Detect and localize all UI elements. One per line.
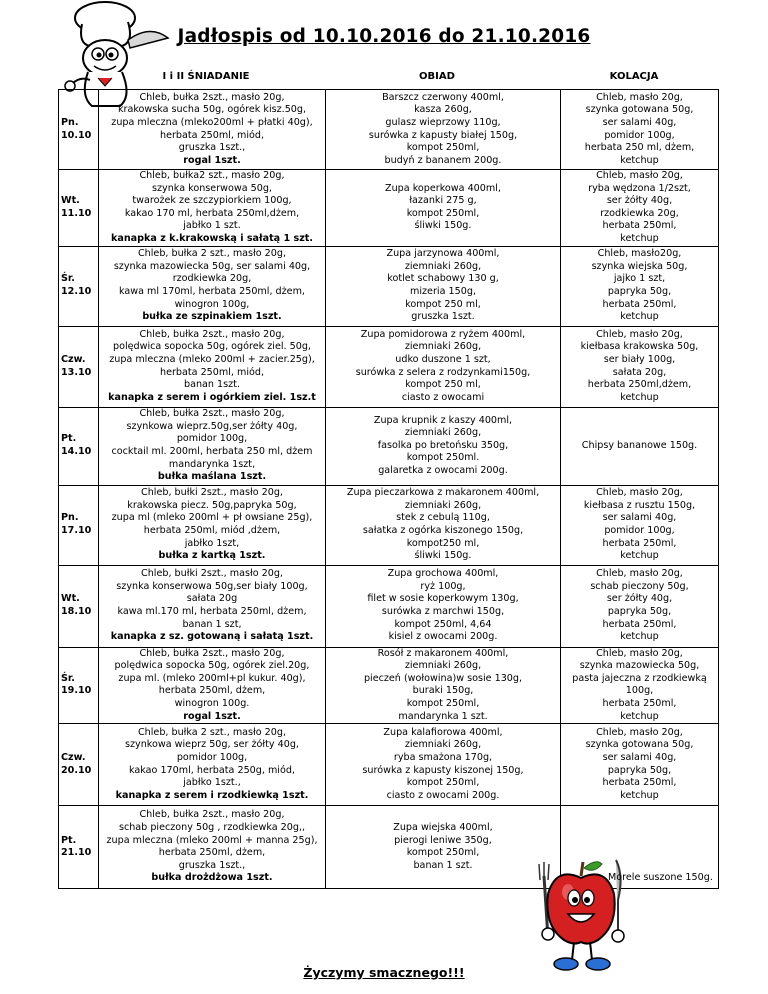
table-row: [59, 565, 719, 647]
dinner-line: ketchup: [620, 631, 659, 643]
dinner-line: szynka wiejska 50g,: [591, 260, 688, 272]
dinner-cell: [561, 90, 719, 170]
table-row: [59, 485, 719, 565]
dinner-line: pasta jajeczna z rzodkiewką 100g,: [572, 672, 707, 697]
table-row: [59, 724, 719, 806]
lunch-line: Rosół z makaronem 400ml,: [377, 647, 509, 659]
day-label: Wt.: [61, 593, 80, 605]
dinner-line: papryka 50g,: [607, 606, 672, 618]
lunch-line: stek z cebulą 110g,: [396, 512, 490, 524]
breakfast-line: jabłko 1szt,: [184, 537, 240, 549]
dinner-cell: [561, 647, 719, 724]
dinner-line: Chleb, masło 20g,: [596, 568, 683, 580]
day-cell: [59, 326, 99, 407]
lunch-line: Zupa pieczarkowa z makaronem 400ml,: [346, 487, 540, 499]
breakfast-line: mandarynka 1szt,: [168, 458, 256, 470]
dinner-line: kiełbasa z rusztu 150g,: [583, 499, 696, 511]
lunch-line: surówka z kapusty białej 150g,: [368, 129, 518, 141]
breakfast-line: sałata 20g: [186, 593, 238, 605]
lunch-line: gruszka 1szt.: [411, 311, 475, 323]
dinner-line: sałata 20g,: [612, 366, 667, 378]
breakfast-cell: [99, 565, 326, 647]
breakfast-line: kanapka z sz. gotowaną i sałatą 1szt.: [110, 631, 314, 643]
lunch-line: buraki 150g,: [412, 685, 474, 697]
breakfast-line: Chleb, bułka 2 szt., masło 20g,: [137, 248, 287, 260]
dinner-line: pomidor 100g,: [604, 129, 675, 141]
lunch-line: kisiel z owocami 200g.: [388, 631, 498, 643]
lunch-line: kompot250 ml,: [406, 537, 480, 549]
lunch-line: fasolka po bretońsku 350g,: [377, 439, 509, 451]
breakfast-line: herbata 250ml, miód,: [159, 129, 265, 141]
lunch-line: łazanki 275 g,: [409, 195, 477, 207]
dinner-cell: [561, 407, 719, 485]
lunch-line: Zupa koperkowa 400ml,: [385, 182, 501, 194]
dinner-line: herbata 250ml,: [602, 298, 677, 310]
lunch-line: śliwki 150g.: [414, 550, 472, 562]
dinner-line: ser salami 40g,: [602, 752, 677, 764]
breakfast-line: herbata 250ml, miód,: [159, 366, 265, 378]
dinner-line: ser salami 40g,: [602, 116, 677, 128]
table-row: [59, 170, 719, 247]
dinner-line: herbata 250ml,dżem,: [587, 379, 692, 391]
breakfast-line: kanapka z k.krakowską i sałatą 1 szt.: [110, 232, 314, 244]
lunch-cell: [326, 806, 561, 889]
breakfast-line: rogal 1szt.: [183, 710, 241, 722]
dinner-line: herbata 250ml,: [602, 697, 677, 709]
lunch-line: mandarynka 1 szt.: [398, 710, 488, 722]
day-label: Pn.: [61, 116, 79, 128]
day-cell: [59, 724, 99, 806]
dinner-line: ketchup: [620, 311, 659, 323]
column-header-dinner: KOLACJA: [609, 71, 659, 82]
breakfast-cell: [99, 90, 326, 170]
column-header-breakfast: I i II ŚNIADANIE: [162, 71, 250, 82]
lunch-line: pierogi leniwe 350g,: [394, 834, 492, 846]
lunch-line: kompot 250ml,: [406, 847, 480, 859]
breakfast-line: szynka konserwowa 50g,: [152, 182, 272, 194]
dinner-line: ketchup: [620, 789, 659, 801]
table-row: [59, 326, 719, 407]
breakfast-line: gruszka 1szt.,: [178, 859, 246, 871]
table-row: [59, 90, 719, 170]
lunch-line: kompot 250ml,: [406, 697, 480, 709]
breakfast-line: kanapka z serem i ogórkiem ziel. 1sz.t: [108, 391, 316, 403]
lunch-line: ziemniaki 260g,: [404, 427, 482, 439]
breakfast-cell: [99, 485, 326, 565]
breakfast-line: Chleb, bułka2 szt., masło 20g,: [139, 170, 285, 181]
breakfast-line: herbata 250ml, dżem,: [158, 685, 266, 697]
day-cell: [59, 565, 99, 647]
dinner-line: pomidor 100g,: [604, 525, 675, 537]
lunch-cell: [326, 246, 561, 326]
day-label: 14.10: [61, 446, 92, 458]
dinner-line: Chleb, masło 20g,: [596, 91, 683, 103]
breakfast-line: Chleb, bułka 2szt., masło 20g,: [139, 809, 285, 821]
lunch-cell: [326, 90, 561, 170]
day-label: 20.10: [61, 764, 92, 776]
day-label: Pn.: [61, 512, 79, 524]
breakfast-line: kanapka z serem i rzodkiewką 1szt.: [115, 789, 309, 801]
lunch-line: kompot 250ml,: [406, 207, 480, 219]
dinner-line: szynka gotowana 50g,: [585, 104, 694, 116]
breakfast-line: kawa ml 170ml, herbata 250ml, dżem,: [119, 286, 305, 298]
lunch-line: ziemniaki 260g,: [404, 739, 482, 751]
day-label: 13.10: [61, 366, 92, 378]
dinner-line: rzodkiewka 20g,: [600, 207, 679, 219]
breakfast-line: szynkowa wieprz 50g, ser żółty 40g,: [125, 739, 299, 751]
breakfast-cell: [99, 326, 326, 407]
lunch-line: ciasto z owocami: [401, 391, 485, 403]
breakfast-cell: [99, 724, 326, 806]
breakfast-line: bułka drożdżowa 1szt.: [151, 872, 273, 884]
lunch-line: pieczeń (wołowina)w sosie 130g,: [363, 672, 523, 684]
dinner-cell: [561, 485, 719, 565]
dinner-line: Chleb, masło 20g,: [596, 328, 683, 340]
breakfast-line: schab pieczony 50g , rzodkiewka 20g,,: [118, 821, 306, 833]
lunch-line: kompot 250ml, 4,64: [394, 618, 492, 630]
lunch-cell: [326, 724, 561, 806]
lunch-line: ziemniaki 260g,: [404, 341, 482, 353]
breakfast-line: Chleb, bułka 2 szt., masło 20g,: [137, 726, 287, 738]
lunch-cell: [326, 326, 561, 407]
lunch-line: Zupa wiejska 400ml,: [393, 821, 493, 833]
lunch-line: ciasto z owocami 200g.: [386, 789, 500, 801]
breakfast-line: Chleb, bułka 2szt., masło 20g,: [139, 408, 285, 420]
dinner-line: herbata 250ml,: [602, 220, 677, 232]
lunch-line: Zupa jarzynowa 400ml,: [386, 248, 500, 260]
table-row: [59, 246, 719, 326]
dinner-line: herbata 250ml,: [602, 777, 677, 789]
breakfast-line: szynka konserwowa 50g,ser biały 100g,: [116, 580, 308, 592]
breakfast-line: Chleb, bułki 2szt., masło 20g,: [141, 487, 283, 499]
breakfast-line: bułka ze szpinakiem 1szt.: [142, 311, 282, 323]
dinner-line: Chipsy bananowe 150g.: [581, 439, 698, 451]
breakfast-line: jabłko 1szt.,: [183, 777, 241, 789]
page-title: Jadłospis od 10.10.2016 do 21.10.2016: [177, 26, 591, 47]
dinner-line: ketchup: [620, 710, 659, 722]
dinner-line: ser biały 100g,: [603, 353, 676, 365]
dinner-line: Chleb, masło 20g,: [596, 726, 683, 738]
day-label: Czw.: [61, 353, 86, 365]
lunch-cell: [326, 647, 561, 724]
lunch-line: kompot 250 ml,: [405, 298, 481, 310]
breakfast-cell: [99, 806, 326, 889]
breakfast-line: kakao 170 ml, herbata 250ml,dżem,: [124, 207, 300, 219]
dinner-line: Chleb, masło20g,: [597, 248, 682, 260]
breakfast-cell: [99, 407, 326, 485]
breakfast-line: gruszka 1szt.,: [178, 142, 246, 154]
lunch-line: ziemniaki 260g,: [404, 499, 482, 511]
day-label: Śr.: [61, 273, 75, 285]
day-label: 10.10: [61, 129, 92, 141]
breakfast-line: Chleb, bułka 2szt., masło 20g,: [139, 328, 285, 340]
breakfast-line: zupa mleczna (mleko200ml + płatki 40g),: [111, 116, 313, 128]
breakfast-line: bułka maślana 1szt.: [157, 471, 267, 483]
lunch-line: budyń z bananem 200g.: [384, 154, 502, 166]
breakfast-cell: [99, 246, 326, 326]
breakfast-line: kawa ml.170 ml, herbata 250ml, dżem,: [117, 606, 307, 618]
breakfast-cell: [99, 170, 326, 247]
lunch-line: kotlet schabowy 130 g,: [387, 273, 499, 285]
breakfast-line: polędwica sopocka 50g, ogórek ziel. 50g,: [113, 341, 311, 353]
lunch-line: ryż 100g,: [420, 580, 466, 592]
day-cell: [59, 806, 99, 889]
breakfast-line: bułka z kartką 1szt.: [158, 550, 266, 562]
breakfast-line: zupa ml. (mleko 200ml+pl kukur. 40g),: [118, 672, 306, 684]
lunch-cell: [326, 407, 561, 485]
lunch-cell: [326, 565, 561, 647]
breakfast-line: zupa ml (mleko 200ml + pł owsiane 25g),: [111, 512, 313, 524]
lunch-line: galaretka z owocami 200g.: [378, 464, 508, 476]
day-cell: [59, 647, 99, 724]
dinner-cell: [561, 326, 719, 407]
dinner-line: szynka gotowana 50g,: [585, 739, 694, 751]
lunch-line: udko duszone 1 szt,: [395, 353, 491, 365]
lunch-line: banan 1 szt.: [413, 859, 473, 871]
day-cell: [59, 485, 99, 565]
dinner-line: herbata 250ml,: [602, 537, 677, 549]
day-label: 17.10: [61, 525, 92, 537]
dinner-line: ser żółty 40g,: [606, 195, 673, 207]
breakfast-line: winogron 100g,: [174, 298, 250, 310]
dinner-cell: [561, 246, 719, 326]
dinner-line: herbata 250ml,: [602, 618, 677, 630]
breakfast-line: banan 1szt.: [183, 379, 240, 391]
lunch-line: gulasz wieprzowy 110g,: [385, 116, 501, 128]
breakfast-line: szynka mazowiecka 50g, ser salami 40g,: [113, 260, 311, 272]
breakfast-line: Chleb, bułki 2szt., masło 20g,: [141, 568, 283, 580]
dinner-cell: [561, 565, 719, 647]
breakfast-line: szynkowa wieprz.50g,ser żółty 40g,: [126, 420, 298, 432]
breakfast-line: jabłko 1 szt.: [183, 220, 241, 232]
lunch-line: Barszcz czerwony 400ml,: [382, 91, 504, 103]
lunch-line: ziemniaki 260g,: [404, 660, 482, 672]
day-label: Pt.: [61, 433, 77, 445]
breakfast-line: krakowska piecz. 50g,papryka 50g,: [127, 499, 297, 511]
day-label: 18.10: [61, 606, 92, 618]
day-label: Czw.: [61, 752, 86, 764]
day-cell: [59, 170, 99, 247]
lunch-line: kompot 250ml,: [406, 142, 480, 154]
lunch-line: mizeria 150g,: [410, 286, 476, 298]
breakfast-line: Chleb, bułka 2szt., masło 20g,: [139, 647, 285, 659]
day-label: 21.10: [61, 847, 92, 859]
lunch-line: kompot 250ml,: [406, 777, 480, 789]
lunch-line: Zupa krupnik z kaszy 400ml,: [373, 414, 513, 426]
dinner-line: Chleb, masło 20g,: [596, 170, 683, 181]
day-label: Śr.: [61, 672, 75, 684]
dinner-cell: [561, 724, 719, 806]
lunch-line: kasza 260g,: [414, 104, 472, 116]
footer-wish: Życzymy smacznego!!!: [303, 965, 465, 980]
day-label: 19.10: [61, 685, 92, 697]
dinner-line: papryka 50g,: [607, 286, 672, 298]
lunch-line: kompot 250 ml,: [405, 379, 481, 391]
breakfast-line: pomidor 100g,: [176, 433, 248, 445]
day-cell: [59, 246, 99, 326]
lunch-cell: [326, 170, 561, 247]
lunch-line: surówka z kapusty kiszonej 150g,: [362, 764, 524, 776]
dinner-line: schab pieczony 50g,: [590, 580, 689, 592]
lunch-line: sałatka z ogórka kiszonego 150g,: [362, 525, 524, 537]
dinner-line: Chleb, masło 20g,: [596, 487, 683, 499]
lunch-line: śliwki 150g.: [414, 220, 472, 232]
breakfast-line: krakowska sucha 50g, ogórek kisz.50g,: [117, 104, 307, 116]
breakfast-line: herbata 250ml, miód ,dżem,: [143, 525, 281, 537]
breakfast-line: rogal 1szt.: [183, 154, 241, 166]
dinner-cell: [561, 170, 719, 247]
day-cell: [59, 90, 99, 170]
column-header-lunch: OBIAD: [419, 71, 455, 82]
breakfast-line: twarożek ze szczypiorkiem 100g,: [132, 195, 292, 207]
lunch-line: Zupa pomidorowa z ryżem 400ml,: [360, 328, 526, 340]
breakfast-line: herbata 250ml, dżem,: [158, 847, 266, 859]
lunch-line: ryba smażona 170g,: [393, 752, 493, 764]
dinner-line: ketchup: [620, 391, 659, 403]
breakfast-line: zupa mleczna (mleko 200ml + zacier.25g),: [109, 353, 315, 365]
dinner-line: herbata 250 ml, dżem,: [584, 142, 695, 154]
day-cell: [59, 407, 99, 485]
lunch-line: Zupa grochowa 400ml,: [387, 568, 499, 580]
breakfast-line: Chleb, bułka 2szt., masło 20g,: [139, 91, 285, 103]
lunch-cell: [326, 485, 561, 565]
dinner-extra: Morele suszone 150g.: [608, 872, 713, 883]
breakfast-line: kakao 170ml, herbata 250g, miód,: [129, 764, 295, 776]
dinner-line: papryka 50g,: [607, 764, 672, 776]
dinner-line: ketchup: [620, 550, 659, 562]
dinner-line: szynka mazowiecka 50g,: [579, 660, 700, 672]
dinner-line: jajko 1 szt,: [613, 273, 666, 285]
menu-table: [58, 89, 719, 889]
lunch-line: Zupa kalafiorowa 400ml,: [383, 726, 503, 738]
lunch-line: kompot 250ml.: [406, 452, 480, 464]
dinner-line: ser żółty 40g,: [606, 593, 673, 605]
dinner-line: kiełbasa krakowska 50g,: [580, 341, 699, 353]
day-label: 11.10: [61, 207, 92, 219]
dinner-line: ryba wędzona 1/2szt,: [588, 182, 691, 194]
dinner-line: Chleb, masło 20g,: [596, 647, 683, 659]
lunch-line: filet w sosie koperkowym 130g,: [367, 593, 519, 605]
dinner-line: ketchup: [620, 232, 659, 244]
breakfast-line: banan 1 szt,: [182, 618, 242, 630]
lunch-line: surówka z marchwi 150g,: [381, 606, 505, 618]
breakfast-line: zupa mleczna (mleko 200ml + manna 25g),: [106, 834, 318, 846]
lunch-line: ziemniaki 260g,: [404, 260, 482, 272]
table-row: [59, 647, 719, 724]
breakfast-line: pomidor 100g,: [176, 752, 248, 764]
dinner-line: ketchup: [620, 154, 659, 166]
day-label: Pt.: [61, 834, 77, 846]
breakfast-line: rzodkiewka 20g,: [172, 273, 252, 285]
breakfast-line: winogron 100g.: [174, 697, 250, 709]
lunch-line: surówka z selera z rodzynkami150g,: [355, 366, 531, 378]
dinner-line: ser salami 40g,: [602, 512, 677, 524]
breakfast-line: polędwica sopocka 50g, ogórek ziel.20g,: [114, 660, 310, 672]
day-label: Wt.: [61, 195, 80, 207]
breakfast-cell: [99, 647, 326, 724]
breakfast-line: cocktail ml. 200ml, herbata 250 ml, dżem: [111, 446, 313, 458]
table-row: [59, 407, 719, 485]
day-label: 12.10: [61, 286, 92, 298]
